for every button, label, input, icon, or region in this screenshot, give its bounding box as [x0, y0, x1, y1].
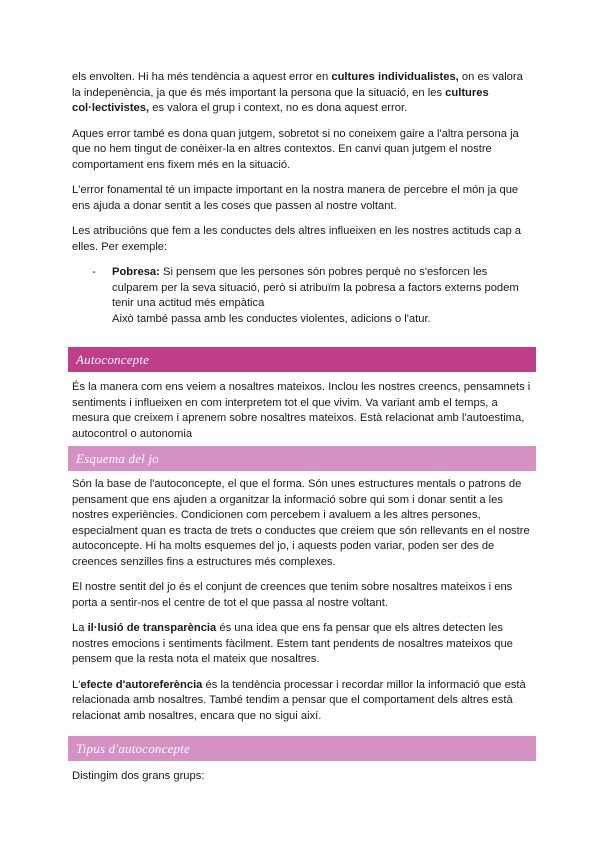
text-run: La — [72, 622, 88, 634]
text-run: és una idea que ens fa pensar que els altres detecten les nostres emocions i sentiments fàcilment. Estem tant pendents de nosaltres mateixos que pensem que la resta nota el mateix que nosaltres. — [72, 622, 513, 665]
paragraph-transparencia — [72, 621, 532, 668]
paragraph-esquema-1: Són la base de l'autoconcepte, el que el forma. Són unes estructures mentals o patrons de pensament que ens ajuden a organitzar la informació sobre qui som i donar sentit a les nostres experiències. Condicionen com percebem i avaluem a les altres persones, especialment quan es tracta de trets o conductes que creiem que són rellevants en el nostre autoconcepte. Hi ha molts esquemes del jo, i aquests poden variar, poden ser des de creences senzilles fins a estructures més complexes. — [72, 478, 530, 568]
text-run: on es valora la indepenència, ja que és més important la persona que la situació, en les — [72, 71, 523, 99]
section-heading-tipus: Tipus d'autoconcepte — [68, 736, 536, 761]
paragraph-autoreferencia — [72, 678, 532, 725]
paragraph-cultures — [72, 70, 532, 117]
text-run: es valora el grup i context, no es dona aquest error. — [149, 102, 408, 114]
paragraph-tipus: Distingim dos grans grups: — [72, 770, 205, 782]
list-item-extra: Això també passa amb les conductes violentes, adicions o l'atur. — [112, 312, 431, 325]
text-run: els envolten. Hi ha més tendència a aquest error en — [72, 71, 332, 83]
text-run: és la tendència processar i recordar millor la informació que està relacionada amb nosaltres. També tendim a pensar que el comportament dels altres està relacionat amb nosaltres, encara que no sigui així. — [72, 678, 526, 722]
document-content — [72, 70, 532, 785]
text-run: Si pensem que les persones són pobres perquè no s'esforcen les culparem per la seva situació, però si atribuïm la pobresa a factors externs podem tenir una actitud més empàtica — [112, 266, 519, 309]
list-item-body — [112, 265, 522, 327]
paragraph-esquema-2: El nostre sentit del jo és el conjunt de creences que tenim sobre nosaltres mateixos i ens porta a sentir-nos el centre de tot el que passa al nostre voltant. — [72, 581, 513, 609]
paragraph-jutgem: Aques error també es dona quan jutgem, sobretot si no coneixem gaire a l'altra persona ja que no hem tingut de conèixer-la en altres contextos. En canvi quan jutgem el nostre comportament ens fixem més en la situació. — [72, 127, 519, 171]
bold-term: Pobresa: — [112, 266, 160, 278]
list-dash: - — [92, 266, 96, 278]
paragraph-atribucions: Les atribucións que fem a les conductes dels altres influeixen en les nostres actituds cap a elles. Per exemple: — [72, 225, 521, 253]
bold-term: cultures col·lectivistes, — [72, 86, 489, 114]
text-run: L' — [72, 678, 81, 691]
section-heading-autoconcepte: Autoconcepte — [68, 347, 536, 372]
paragraph-autoconcepte: És la manera com ens veiem a nosaltres mateixos. Inclou les nostres creencs, pensamnets i sentiments i influeixen en com interpretem tot el que vivim. Va variant amb el temps, a mesura que creixem i aprenem sobre nosaltres mateixos. Està relacionat amb l'autoestima, autocontrol o autonomia — [72, 381, 531, 440]
section-heading-esquema: Esquema del jo — [68, 446, 536, 471]
bold-term: cultures individualistes, — [331, 71, 459, 83]
paragraph-error-fonamental: L'error fonamental té un impacte important en la nostra manera de percebre el món ja que ens ajuda a donar sentit a les coses que passen al nostre voltant. — [72, 184, 519, 212]
list-item — [72, 265, 532, 327]
bold-term: il·lusió de transparència — [87, 622, 217, 634]
bold-term: efecte d'autoreferència — [80, 678, 203, 691]
